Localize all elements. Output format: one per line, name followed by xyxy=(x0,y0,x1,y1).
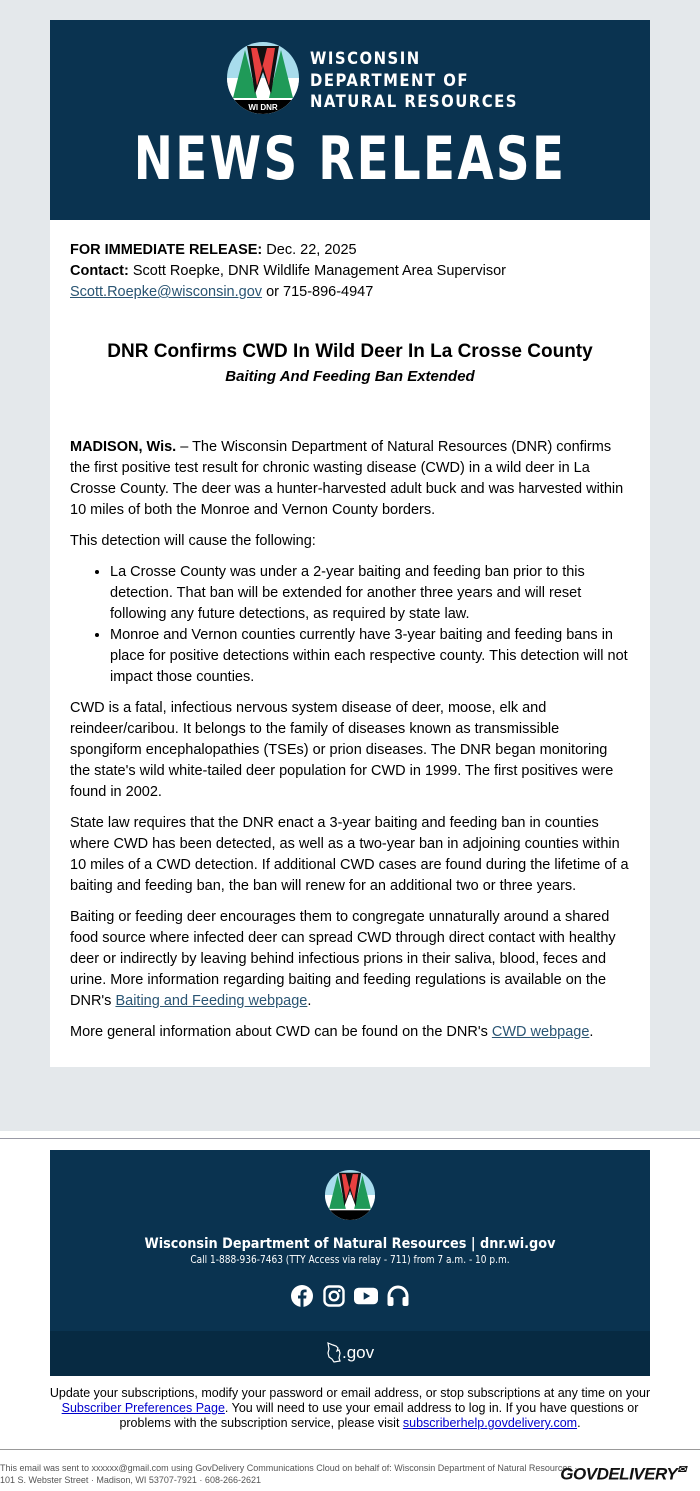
org-line: WISCONSIN xyxy=(310,49,421,68)
paragraph: MADISON, Wis. – The Wisconsin Department of Natural Resources (DNR) confirms the first positive test result for chronic wasting disease (CWD) in a wild deer in La Crosse County. The deer was a hunter-harvested adult buck and was harvested within 10 miles of both the Monroe and Vernon County borders. xyxy=(70,439,624,518)
news-card xyxy=(50,20,650,1067)
paragraph: Baiting or feeding deer encourages them to congregate unnaturally around a shared food source where infected deer can spread CWD through direct contact with healthy deer or indirectly by leaving behind infectious prions in their saliva, blood, feces and urine. More information regarding baiting and feeding regulations is available on the DNR's Baiting and Feeding webpage. xyxy=(70,909,616,1009)
org-line: DEPARTMENT OF xyxy=(310,70,470,90)
org-name xyxy=(310,48,518,113)
contact-phone: or 715-896-4947 xyxy=(266,284,374,300)
org-line: NATURAL RESOURCES xyxy=(310,92,518,111)
footer xyxy=(50,1150,650,1376)
footer-bar xyxy=(50,1331,650,1376)
youtube-icon[interactable] xyxy=(354,1284,378,1308)
divider xyxy=(0,1138,700,1139)
podcast-icon[interactable] xyxy=(386,1284,410,1308)
svg-text:WI DNR: WI DNR xyxy=(248,103,278,112)
wisconsin-gov-logo[interactable]: .gov xyxy=(326,1341,374,1363)
subscriber-help-link[interactable]: subscriberhelp.govdelivery.com xyxy=(402,1416,578,1430)
envelope-icon: ✉ xyxy=(677,1464,686,1476)
contact-info: Contact: Scott Roepke, DNR Wildlife Management Area Supervisor xyxy=(70,263,506,279)
article-title: DNR Confirms CWD In Wild Deer In La Crosse County xyxy=(107,341,593,362)
list-item: • La Crosse County was under a 2-year baiting and feeding ban prior to this detection. That ban will be extended for another three years and will reset following any future detections, as required by state law. xyxy=(110,562,630,625)
subscriber-preferences-link[interactable]: Subscriber Preferences Page xyxy=(61,1401,225,1415)
list-item: • Monroe and Vernon counties currently have 3-year baiting and feeding bans in place for positive detections within each respective county. This detection will not impact those counties. xyxy=(110,625,630,688)
header-banner xyxy=(50,20,650,220)
baiting-feeding-link[interactable]: Baiting and Feeding webpage xyxy=(115,993,308,1009)
paragraph: CWD is a fatal, infectious nervous system disease of deer, moose, elk and reindeer/caribou. It belongs to the family of diseases known as transmissible spongiform encephalopathies (TSEs) or prion diseases. The DNR began monitoring the state's wild white-tailed deer population for CWD in 1999. The first positives were found in 2002. xyxy=(70,700,614,800)
dnr-logo xyxy=(227,42,299,114)
paragraph: State law requires that the DNR enact a 3-year baiting and feeding ban in counties where CWD has been detected, as well as a two-year ban in adjoining counties within 10 miles of a CWD detection. If additional CWD cases are found during the lifetime of a baiting and feeding ban, the ban will renew for an additional two or three years. xyxy=(70,815,629,894)
dnr-logo-small xyxy=(325,1170,375,1220)
divider xyxy=(0,1449,700,1450)
legal-text: This email was sent to xxxxxx@gmail.com using GovDelivery Communications Cloud on behalf of: Wisconsin Department of Natural Resources · 101 S. Webster Street · Madison, WI 53707-7921 · 608-266-2621 xyxy=(0,1463,578,1485)
release-info: FOR IMMEDIATE RELEASE: Dec. 22, 2025 xyxy=(70,242,357,258)
subscription-notice: Update your subscriptions, modify your password or email address, or stop subscriptions at any time on your Subscriber Preferences Page. You will need to use your email address to log in. If you have questions or problems with the subscription service, please visit subscriberhelp.govdelivery.com. xyxy=(49,1386,651,1430)
footer-phone: Call 1-888-936-7463 (TTY Access via relay - 711) from 7 a.m. - 10 p.m. xyxy=(190,1253,510,1266)
article-subtitle: Baiting And Feeding Ban Extended xyxy=(225,368,475,385)
cwd-webpage-link[interactable]: CWD webpage xyxy=(491,1024,590,1040)
contact-email-link[interactable]: Scott.Roepke@wisconsin.gov xyxy=(70,284,263,300)
news-release-title: NEWS RELEASE xyxy=(133,124,567,194)
facebook-icon[interactable] xyxy=(290,1284,314,1308)
footer-org-name: Wisconsin Department of Natural Resources | dnr.wi.gov xyxy=(144,1236,556,1252)
govdelivery-logo: GOVDELIVERY✉ xyxy=(560,1464,686,1484)
bullet-list xyxy=(110,562,630,688)
instagram-icon[interactable] xyxy=(322,1284,346,1308)
paragraph: This detection will cause the following: xyxy=(70,533,316,549)
paragraph: More general information about CWD can be found on the DNR's CWD webpage. xyxy=(70,1024,594,1040)
